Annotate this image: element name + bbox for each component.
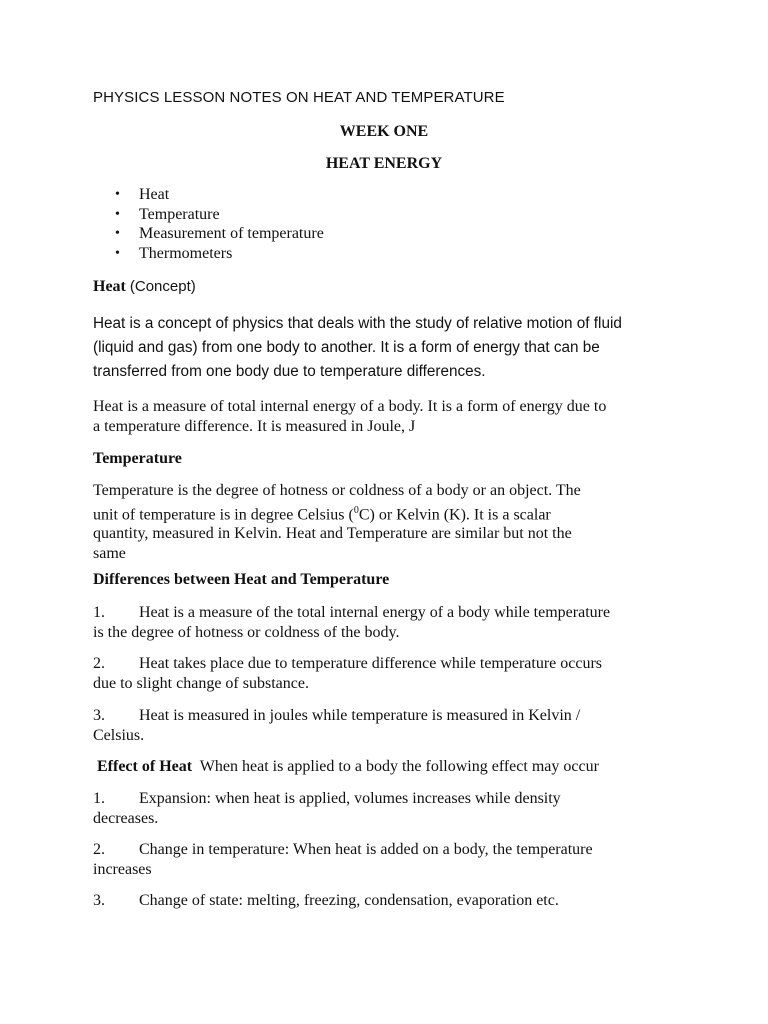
paragraph-line: same: [93, 544, 126, 562]
item-text: Change in temperature: When heat is added on a body, the temperature: [139, 841, 593, 858]
paragraph-line: Temperature is the degree of hotness or coldness of a body or an object. The: [93, 482, 581, 499]
topic-heading: HEAT ENERGY: [325, 155, 443, 172]
text-run: unit of temperature is in degree Celsius (: [93, 505, 354, 523]
item-text: increases: [93, 860, 152, 878]
temperature-heading: Temperature: [93, 450, 182, 467]
degree-superscript: 0: [353, 504, 359, 516]
item-text: Heat is a measure of the total internal energy of a body while temperature: [139, 604, 611, 621]
document-title: PHYSICS LESSON NOTES ON HEAT AND TEMPERATURE: [93, 89, 505, 106]
text-run: C) or Kelvin (K). It is a scalar: [358, 505, 551, 523]
item-text: due to slight change of substance.: [93, 674, 309, 692]
difference-item: [93, 603, 693, 642]
item-text: decreases.: [93, 809, 159, 827]
item-number: 1.: [93, 790, 105, 807]
heat-paragraph-2: [93, 397, 693, 436]
paragraph-line: Heat is a measure of total internal energy of a body. It is a form of energy due to: [93, 398, 607, 415]
outline-item: • Heat: [93, 185, 324, 205]
difference-item: [93, 654, 693, 693]
item-number: 2.: [93, 841, 105, 858]
item-text: is the degree of hotness or coldness of the body.: [93, 623, 400, 641]
outline-list: [93, 185, 324, 264]
heat-paragraph-1: [93, 312, 693, 384]
item-text: Expansion: when heat is applied, volumes increases while density: [139, 790, 561, 807]
heat-heading-note: (Concept): [129, 278, 196, 295]
effect-heading: Effect of Heat: [97, 758, 193, 775]
paragraph-line: (liquid and gas) from one body to another. It is a form of energy that can be: [93, 339, 600, 356]
outline-item: • Thermometers: [93, 244, 324, 264]
item-text: Heat is measured in joules while temperature is measured in Kelvin /: [139, 707, 581, 724]
effect-item: [93, 789, 693, 828]
item-number: 1.: [93, 604, 105, 621]
item-number: 3.: [93, 707, 105, 724]
paragraph-line: transferred from one body due to temperature differences.: [93, 363, 486, 380]
effect-heading-line: [97, 758, 599, 776]
paragraph-line: [93, 501, 693, 525]
paragraph-line: a temperature difference. It is measured in Joule, J: [93, 417, 416, 435]
item-number: 2.: [93, 655, 105, 672]
outline-item: • Measurement of temperature: [93, 224, 324, 244]
item-text: Change of state: melting, freezing, condensation, evaporation etc.: [139, 892, 559, 909]
paragraph-line: Heat is a concept of physics that deals with the study of relative motion of fluid: [93, 315, 622, 332]
differences-heading: Differences between Heat and Temperature: [93, 571, 390, 588]
temperature-paragraph: [93, 481, 693, 563]
item-text: Celsius.: [93, 726, 145, 744]
difference-item: [93, 706, 693, 745]
effect-intro: When heat is applied to a body the following effect may occur: [199, 758, 599, 775]
item-number: 3.: [93, 892, 105, 909]
effect-item: [93, 840, 693, 879]
week-heading: WEEK ONE: [339, 123, 429, 140]
outline-item: • Temperature: [93, 205, 324, 225]
effect-item: [93, 891, 693, 911]
paragraph-line: quantity, measured in Kelvin. Heat and Temperature are similar but not the: [93, 525, 572, 543]
heat-heading-text: Heat: [93, 278, 126, 295]
item-text: Heat takes place due to temperature difference while temperature occurs: [139, 655, 603, 672]
heat-heading: [93, 278, 196, 296]
